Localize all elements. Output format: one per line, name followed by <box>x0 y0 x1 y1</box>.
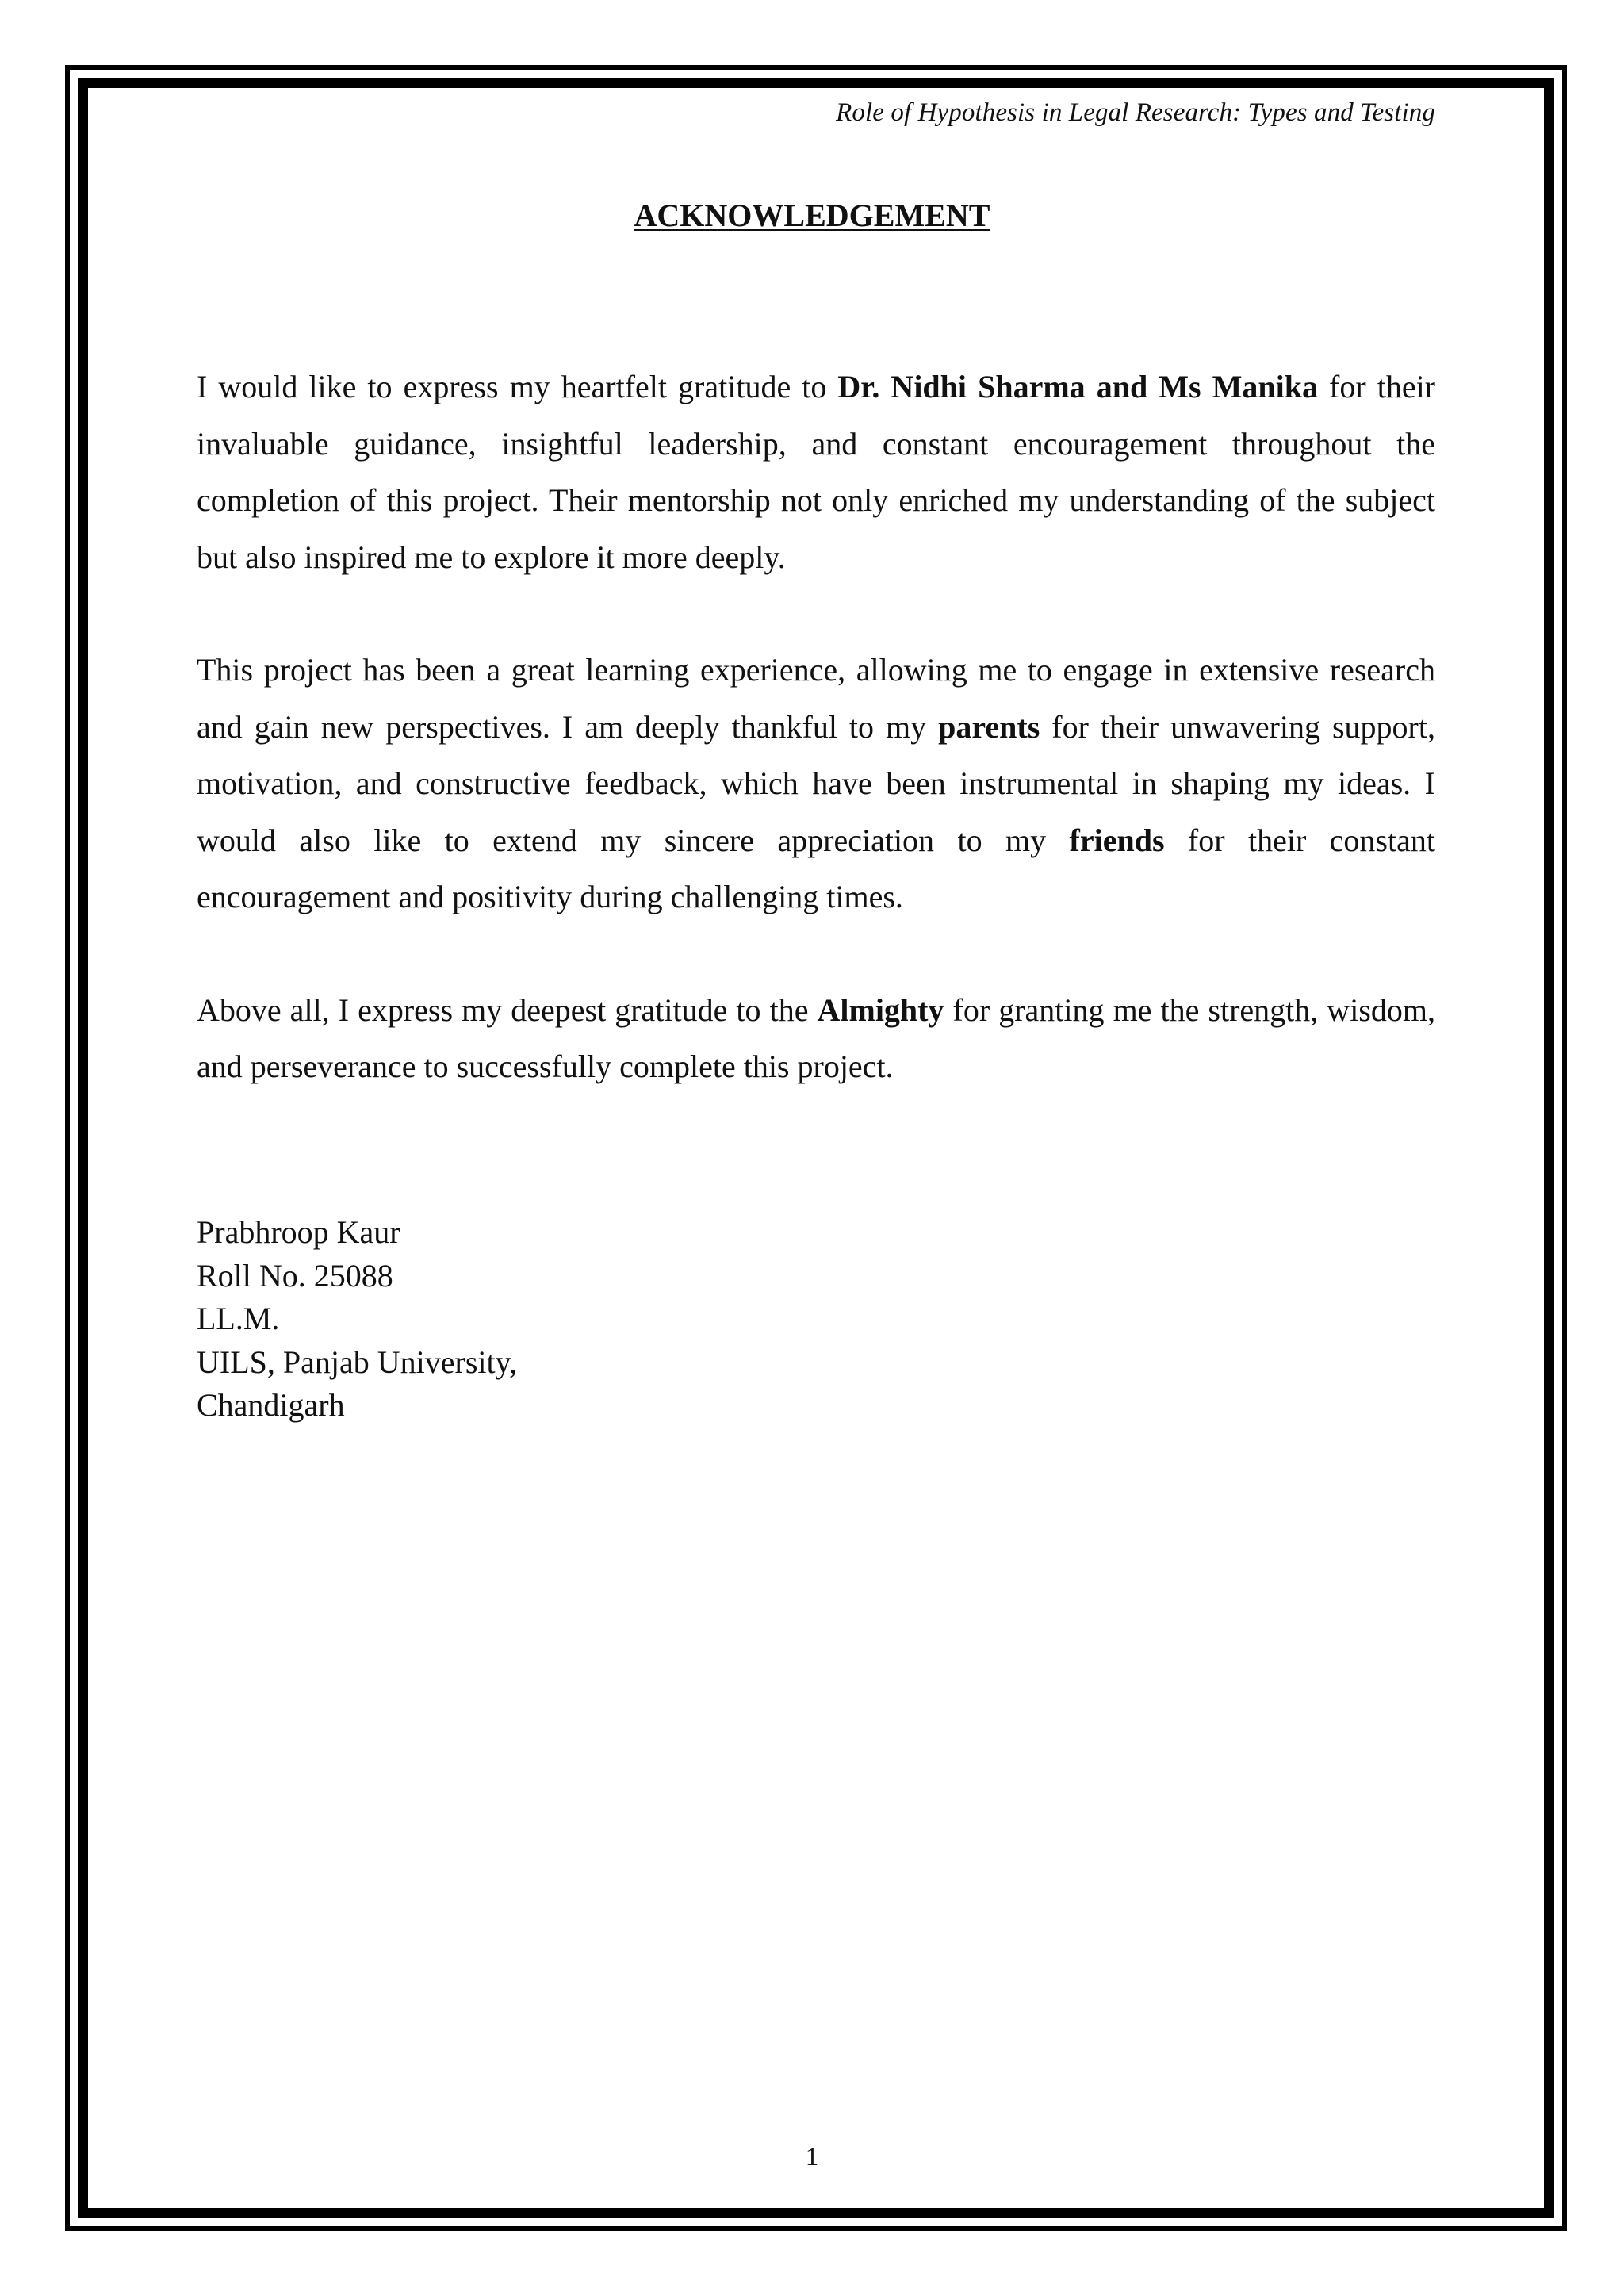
degree: LL.M. <box>197 1301 280 1336</box>
city: Chandigarh <box>197 1387 345 1423</box>
paragraph-3-text-a: Above all, I express my deepest gratitude to the <box>197 991 818 1028</box>
paragraph-3 <box>197 982 1435 1095</box>
acknowledgement-body <box>197 358 1435 1152</box>
friends-emphasis: friends <box>1069 822 1165 858</box>
paragraph-2-text-c: for their constant encouragement and positivity during challenging times. <box>197 822 1435 914</box>
paragraph-1-text-a: I would like to express my heartfelt gratitude to <box>197 369 838 404</box>
paragraph-1-text-b: for their invaluable guidance, insightful leadership, and constant encouragement throughout the completion of this project. Their mentorship not only enriched my understanding of the subject but also inspired me to explore it more deeply. <box>197 369 1435 575</box>
page-title: ACKNOWLEDGEMENT <box>634 197 990 233</box>
paragraph-1 <box>197 358 1435 585</box>
paragraph-2-text-a: This project has been a great learning experience, allowing me to engage in extensive research and gain new perspectives. I am deeply thankful to my <box>197 652 1435 745</box>
running-header: Role of Hypothesis in Legal Research: Types and Testing <box>836 98 1435 127</box>
almighty-emphasis: Almighty <box>817 991 944 1028</box>
mentor-names: Dr. Nidhi Sharma and Ms Manika <box>837 369 1318 404</box>
signature-block <box>197 1211 517 1428</box>
paragraph-2 <box>197 642 1435 926</box>
paragraph-3-text-b: for granting me the strength, wisdom, and perseverance to successfully complete this project. <box>197 991 1435 1084</box>
author-name: Prabhroop Kaur <box>197 1214 400 1250</box>
institution: UILS, Panjab University, <box>197 1343 518 1380</box>
roll-number: Roll No. 25088 <box>197 1257 393 1294</box>
parents-emphasis: parents <box>938 708 1040 745</box>
paragraph-2-text-b: for their unwavering support, motivation, and constructive feedback, which have been instrumental in shaping my ideas. I would also like to extend my sincere appreciation to my <box>197 708 1435 858</box>
page-number: 1 <box>805 2143 819 2171</box>
